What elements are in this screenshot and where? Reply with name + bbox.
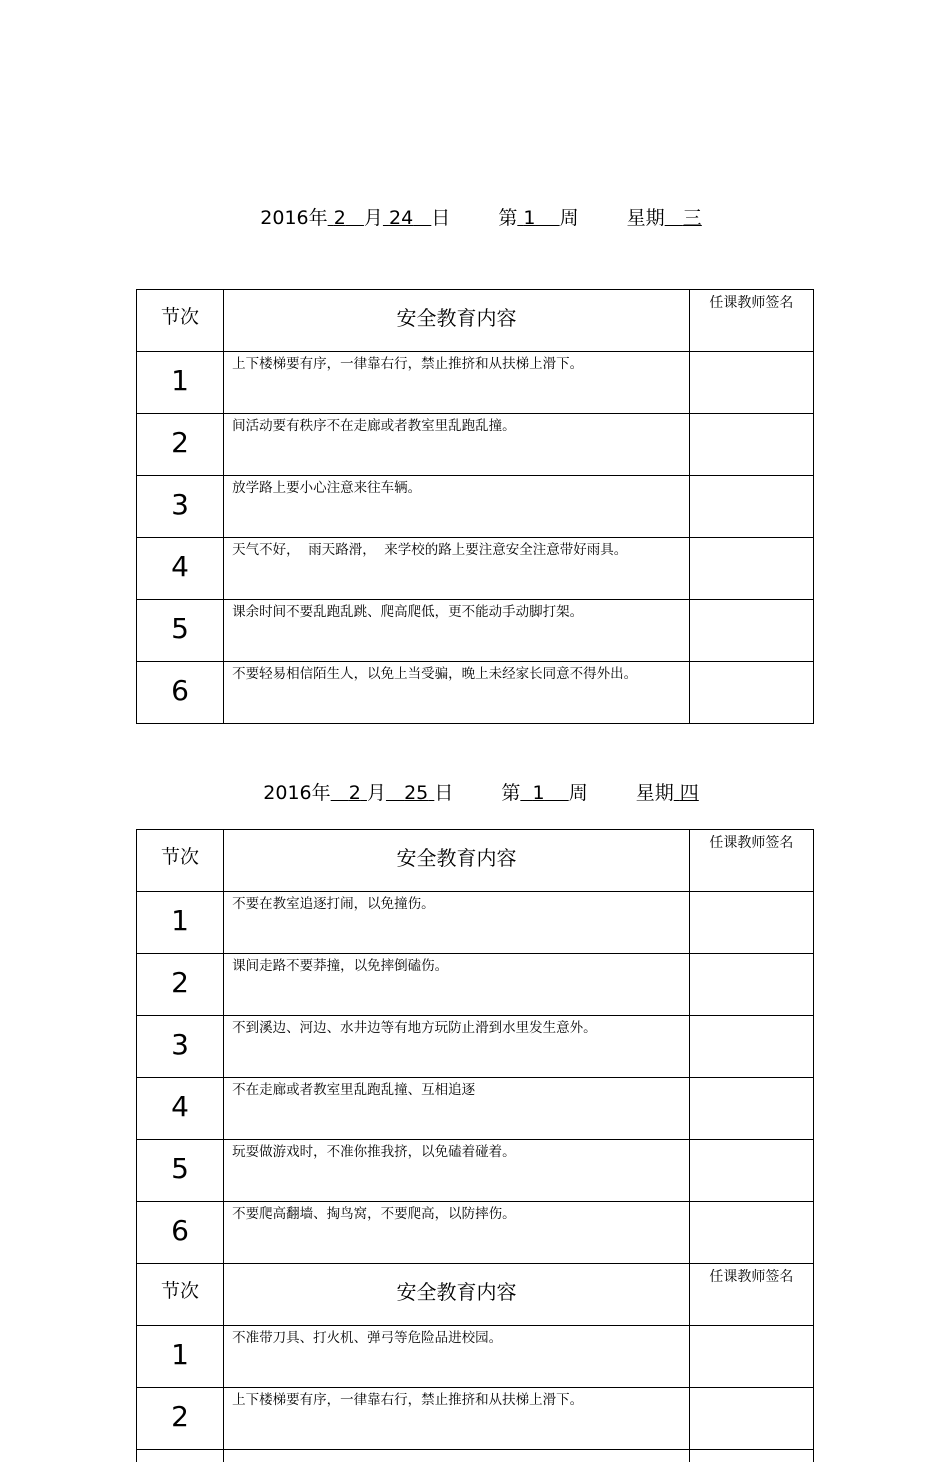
table-row: [137, 1326, 814, 1388]
teacher-sign-cell[interactable]: [689, 1326, 813, 1388]
teacher-sign-cell[interactable]: [689, 954, 813, 1016]
safety-content: 上下楼梯要有序，一律靠右行，禁止推挤和从扶梯上滑下。: [224, 1388, 690, 1450]
table-row: [137, 662, 814, 724]
teacher-sign-header: 任课教师签名: [689, 830, 813, 892]
period-header: 节次: [137, 830, 224, 892]
table-row: [137, 954, 814, 1016]
teacher-sign-header: 任课教师签名: [689, 1264, 813, 1326]
period-number: 1: [137, 892, 224, 954]
safety-table-1: [136, 289, 814, 724]
teacher-sign-header: 任课教师签名: [689, 290, 813, 352]
year-unit: 年: [312, 782, 331, 804]
year: 2016: [260, 207, 308, 229]
date-line-2: [0, 757, 950, 805]
teacher-sign-cell[interactable]: [689, 476, 813, 538]
table-row: [137, 1388, 814, 1450]
year: 2016: [263, 782, 311, 804]
content-header: 安全教育内容: [224, 1264, 690, 1326]
date-line-1: [0, 182, 950, 230]
table-row: [137, 352, 814, 414]
safety-content-cut: [224, 1450, 690, 1462]
period-number: 4: [137, 1078, 224, 1140]
table-row: [137, 1140, 814, 1202]
month-unit: 月: [367, 782, 386, 804]
safety-content: 间活动要有秩序不在走廊或者教室里乱跑乱撞。: [224, 414, 690, 476]
weekday-prefix: 星期: [627, 207, 665, 229]
period-number: 5: [137, 1140, 224, 1202]
period-number: 5: [137, 600, 224, 662]
table-row: [137, 1078, 814, 1140]
weekday: 四: [680, 782, 699, 804]
week-underline: [520, 782, 568, 804]
teacher-sign-cell[interactable]: [689, 538, 813, 600]
period-number: 2: [137, 1388, 224, 1450]
table-row: [137, 1016, 814, 1078]
period-number: 1: [137, 352, 224, 414]
period-header: 节次: [137, 1264, 224, 1326]
month: 2: [349, 782, 361, 804]
safety-content: 上下楼梯要有序，一律靠右行，禁止推挤和从扶梯上滑下。: [224, 352, 690, 414]
safety-table-2: [136, 829, 814, 1462]
week: 1: [523, 207, 535, 229]
day-unit: 日: [431, 207, 450, 229]
safety-content: 不到溪边、河边、水井边等有地方玩防止滑到水里发生意外。: [224, 1016, 690, 1078]
weekday-prefix: 星期: [636, 782, 674, 804]
period-number: 3: [137, 476, 224, 538]
week-unit: 周: [560, 207, 579, 229]
year-unit: 年: [309, 207, 328, 229]
week-unit: 周: [569, 782, 588, 804]
period-number: 1: [137, 1326, 224, 1388]
table-row: [137, 414, 814, 476]
safety-content: 课余时间不要乱跑乱跳、爬高爬低，更不能动手动脚打架。: [224, 600, 690, 662]
period-number: 4: [137, 538, 224, 600]
safety-content: 课间走路不要莽撞，以免摔倒磕伤。: [224, 954, 690, 1016]
day: 25: [404, 782, 428, 804]
period-number: 3: [137, 1016, 224, 1078]
period-number-cut: [137, 1450, 224, 1462]
weekday-underline: [674, 782, 699, 804]
teacher-sign-cell-cut: [689, 1450, 813, 1462]
table-row: [137, 892, 814, 954]
period-number: 6: [137, 1202, 224, 1264]
month-underline: [331, 782, 367, 804]
safety-content: 不在走廊或者教室里乱跑乱撞、互相追逐: [224, 1078, 690, 1140]
day-underline: [383, 207, 431, 229]
period-number: 6: [137, 662, 224, 724]
safety-content: 放学路上要小心注意来往车辆。: [224, 476, 690, 538]
table-row: [137, 1202, 814, 1264]
teacher-sign-cell[interactable]: [689, 600, 813, 662]
safety-content: 不要在教室追逐打闹，以免撞伤。: [224, 892, 690, 954]
period-number: 2: [137, 414, 224, 476]
month-unit: 月: [364, 207, 383, 229]
week-prefix: 第: [501, 782, 520, 804]
table-header-row: [137, 1264, 814, 1326]
day-unit: 日: [434, 782, 453, 804]
table-header-row: [137, 290, 814, 352]
teacher-sign-cell[interactable]: [689, 1016, 813, 1078]
content-header: 安全教育内容: [224, 830, 690, 892]
table-header-row: [137, 830, 814, 892]
table-row-partial: [137, 1450, 814, 1462]
period-number: 2: [137, 954, 224, 1016]
teacher-sign-cell[interactable]: [689, 352, 813, 414]
teacher-sign-cell[interactable]: [689, 1078, 813, 1140]
safety-content: 不要轻易相信陌生人，以免上当受骗，晚上未经家长同意不得外出。: [224, 662, 690, 724]
day-underline: [386, 782, 434, 804]
weekday: 三: [683, 207, 702, 229]
safety-content: 天气不好， 雨天路滑， 来学校的路上要注意安全注意带好雨具。: [224, 538, 690, 600]
month-underline: [328, 207, 364, 229]
teacher-sign-cell[interactable]: [689, 892, 813, 954]
safety-content: 玩耍做游戏时，不准你推我挤，以免磕着碰着。: [224, 1140, 690, 1202]
teacher-sign-cell[interactable]: [689, 1388, 813, 1450]
teacher-sign-cell[interactable]: [689, 1140, 813, 1202]
week-underline: [517, 207, 559, 229]
weekday-underline: [665, 207, 702, 229]
month: 2: [334, 207, 346, 229]
table-row: [137, 538, 814, 600]
teacher-sign-cell[interactable]: [689, 414, 813, 476]
period-header: 节次: [137, 290, 224, 352]
teacher-sign-cell[interactable]: [689, 662, 813, 724]
week: 1: [532, 782, 544, 804]
week-prefix: 第: [498, 207, 517, 229]
table-row: [137, 600, 814, 662]
safety-content: 不准带刀具、打火机、弹弓等危险品进校园。: [224, 1326, 690, 1388]
content-header: 安全教育内容: [224, 290, 690, 352]
table-row: [137, 476, 814, 538]
teacher-sign-cell[interactable]: [689, 1202, 813, 1264]
safety-content: 不要爬高翻墙、掏鸟窝，不要爬高，以防摔伤。: [224, 1202, 690, 1264]
day: 24: [389, 207, 413, 229]
